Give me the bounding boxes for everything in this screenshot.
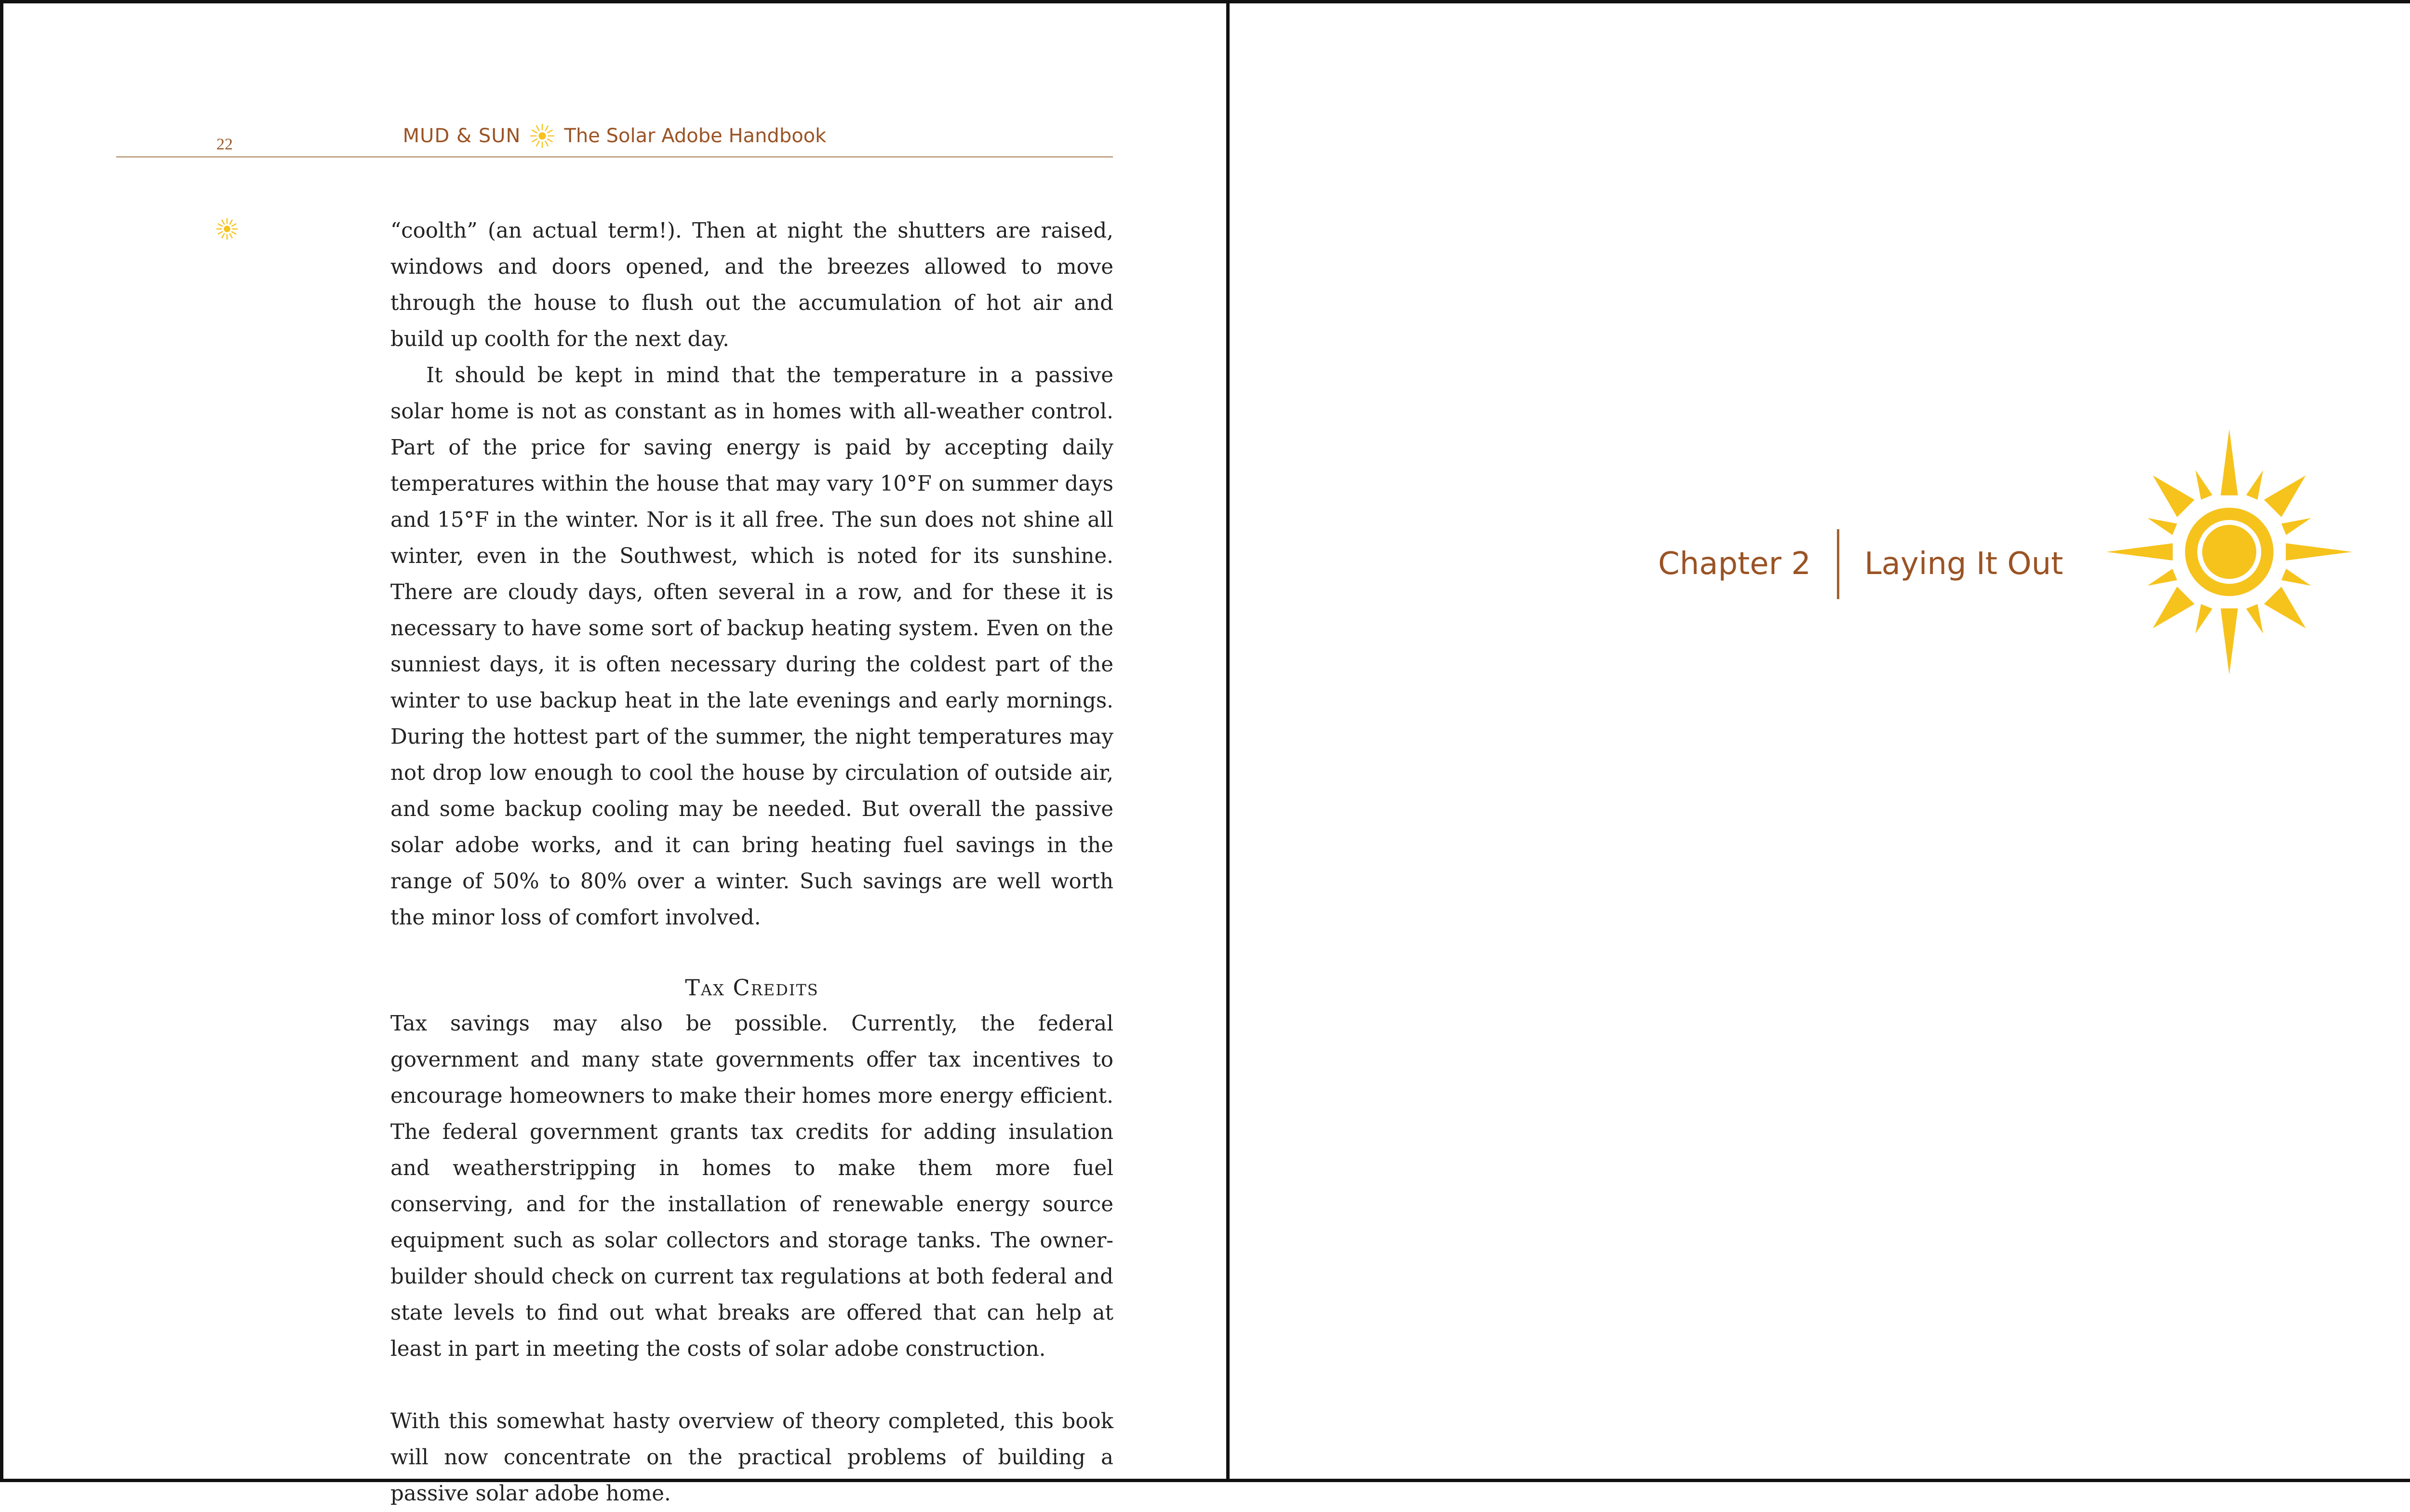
sun-icon <box>529 123 555 149</box>
paragraph: It should be kept in mind that the temperature in a passive solar home is not as constant as in homes with all-weather control. Part of the price for saving energy is paid by accepting daily temperatures within the house that may vary 10°F on summer days and 15°F in the winter. Nor is it all free. The sun does not shine all winter, even in the Southwest, which is noted for its sunshine. There are cloudy days, often several in a row, and for these it is necessary to have some sort of backup heating system. Even on the sunniest days, it is often necessary during the coldest part of the winter to use backup heat in the late evenings and early mornings. During the hottest part of the summer, the night temperatures may not drop low enough to cool the house by circulation of outside air, and some backup cooling may be needed. But overall the passive solar adobe works, and it can bring heating fuel savings in the range of 50% to 80% over a winter. Such savings are well worth the minor loss of comfort involved. <box>390 363 1113 930</box>
running-header <box>116 117 1113 158</box>
sun-icon <box>215 217 239 241</box>
paragraph: “coolth” (an actual term!). Then at night the shutters are raised, windows and doors opened, and the breezes allowed to move through the house to flush out the accumulation of hot air and build up coolth for the next day. <box>390 219 1113 351</box>
page-number: 22 <box>216 135 233 153</box>
chapter-divider <box>1837 529 1839 599</box>
running-title-book: The Solar Adobe Handbook <box>564 125 827 147</box>
closing-paragraph: With this somewhat hasty overview of theory completed, this book will now concentrate on the practical problems of building a passive solar adobe home. <box>390 1409 1113 1506</box>
chapter-label: Chapter 2 <box>1658 546 1811 582</box>
sun-icon <box>2106 429 2352 675</box>
paragraph: Tax savings may also be possible. Currently, the federal government and many state governments offer tax incentives to encourage homeowners to make their homes more energy efficient. The federal government grants tax credits for adding insulation and weatherstripping in homes to make them more fuel conserving, and for the installation of renewable energy source equipment such as solar collectors and storage tanks. The owner-builder should check on current tax regulations at both federal and state levels to find out what breaks are offered that can help at least in part in meeting the costs of solar adobe construction. <box>390 1012 1113 1361</box>
running-title <box>116 123 1113 149</box>
right-page <box>1226 0 2410 1482</box>
running-title-short: MUD & SUN <box>402 125 521 147</box>
body-text <box>390 213 1113 1512</box>
chapter-title: Laying It Out <box>1864 546 2063 582</box>
section-heading: Tax Credits <box>685 975 819 1001</box>
chapter-heading <box>1658 530 2063 598</box>
